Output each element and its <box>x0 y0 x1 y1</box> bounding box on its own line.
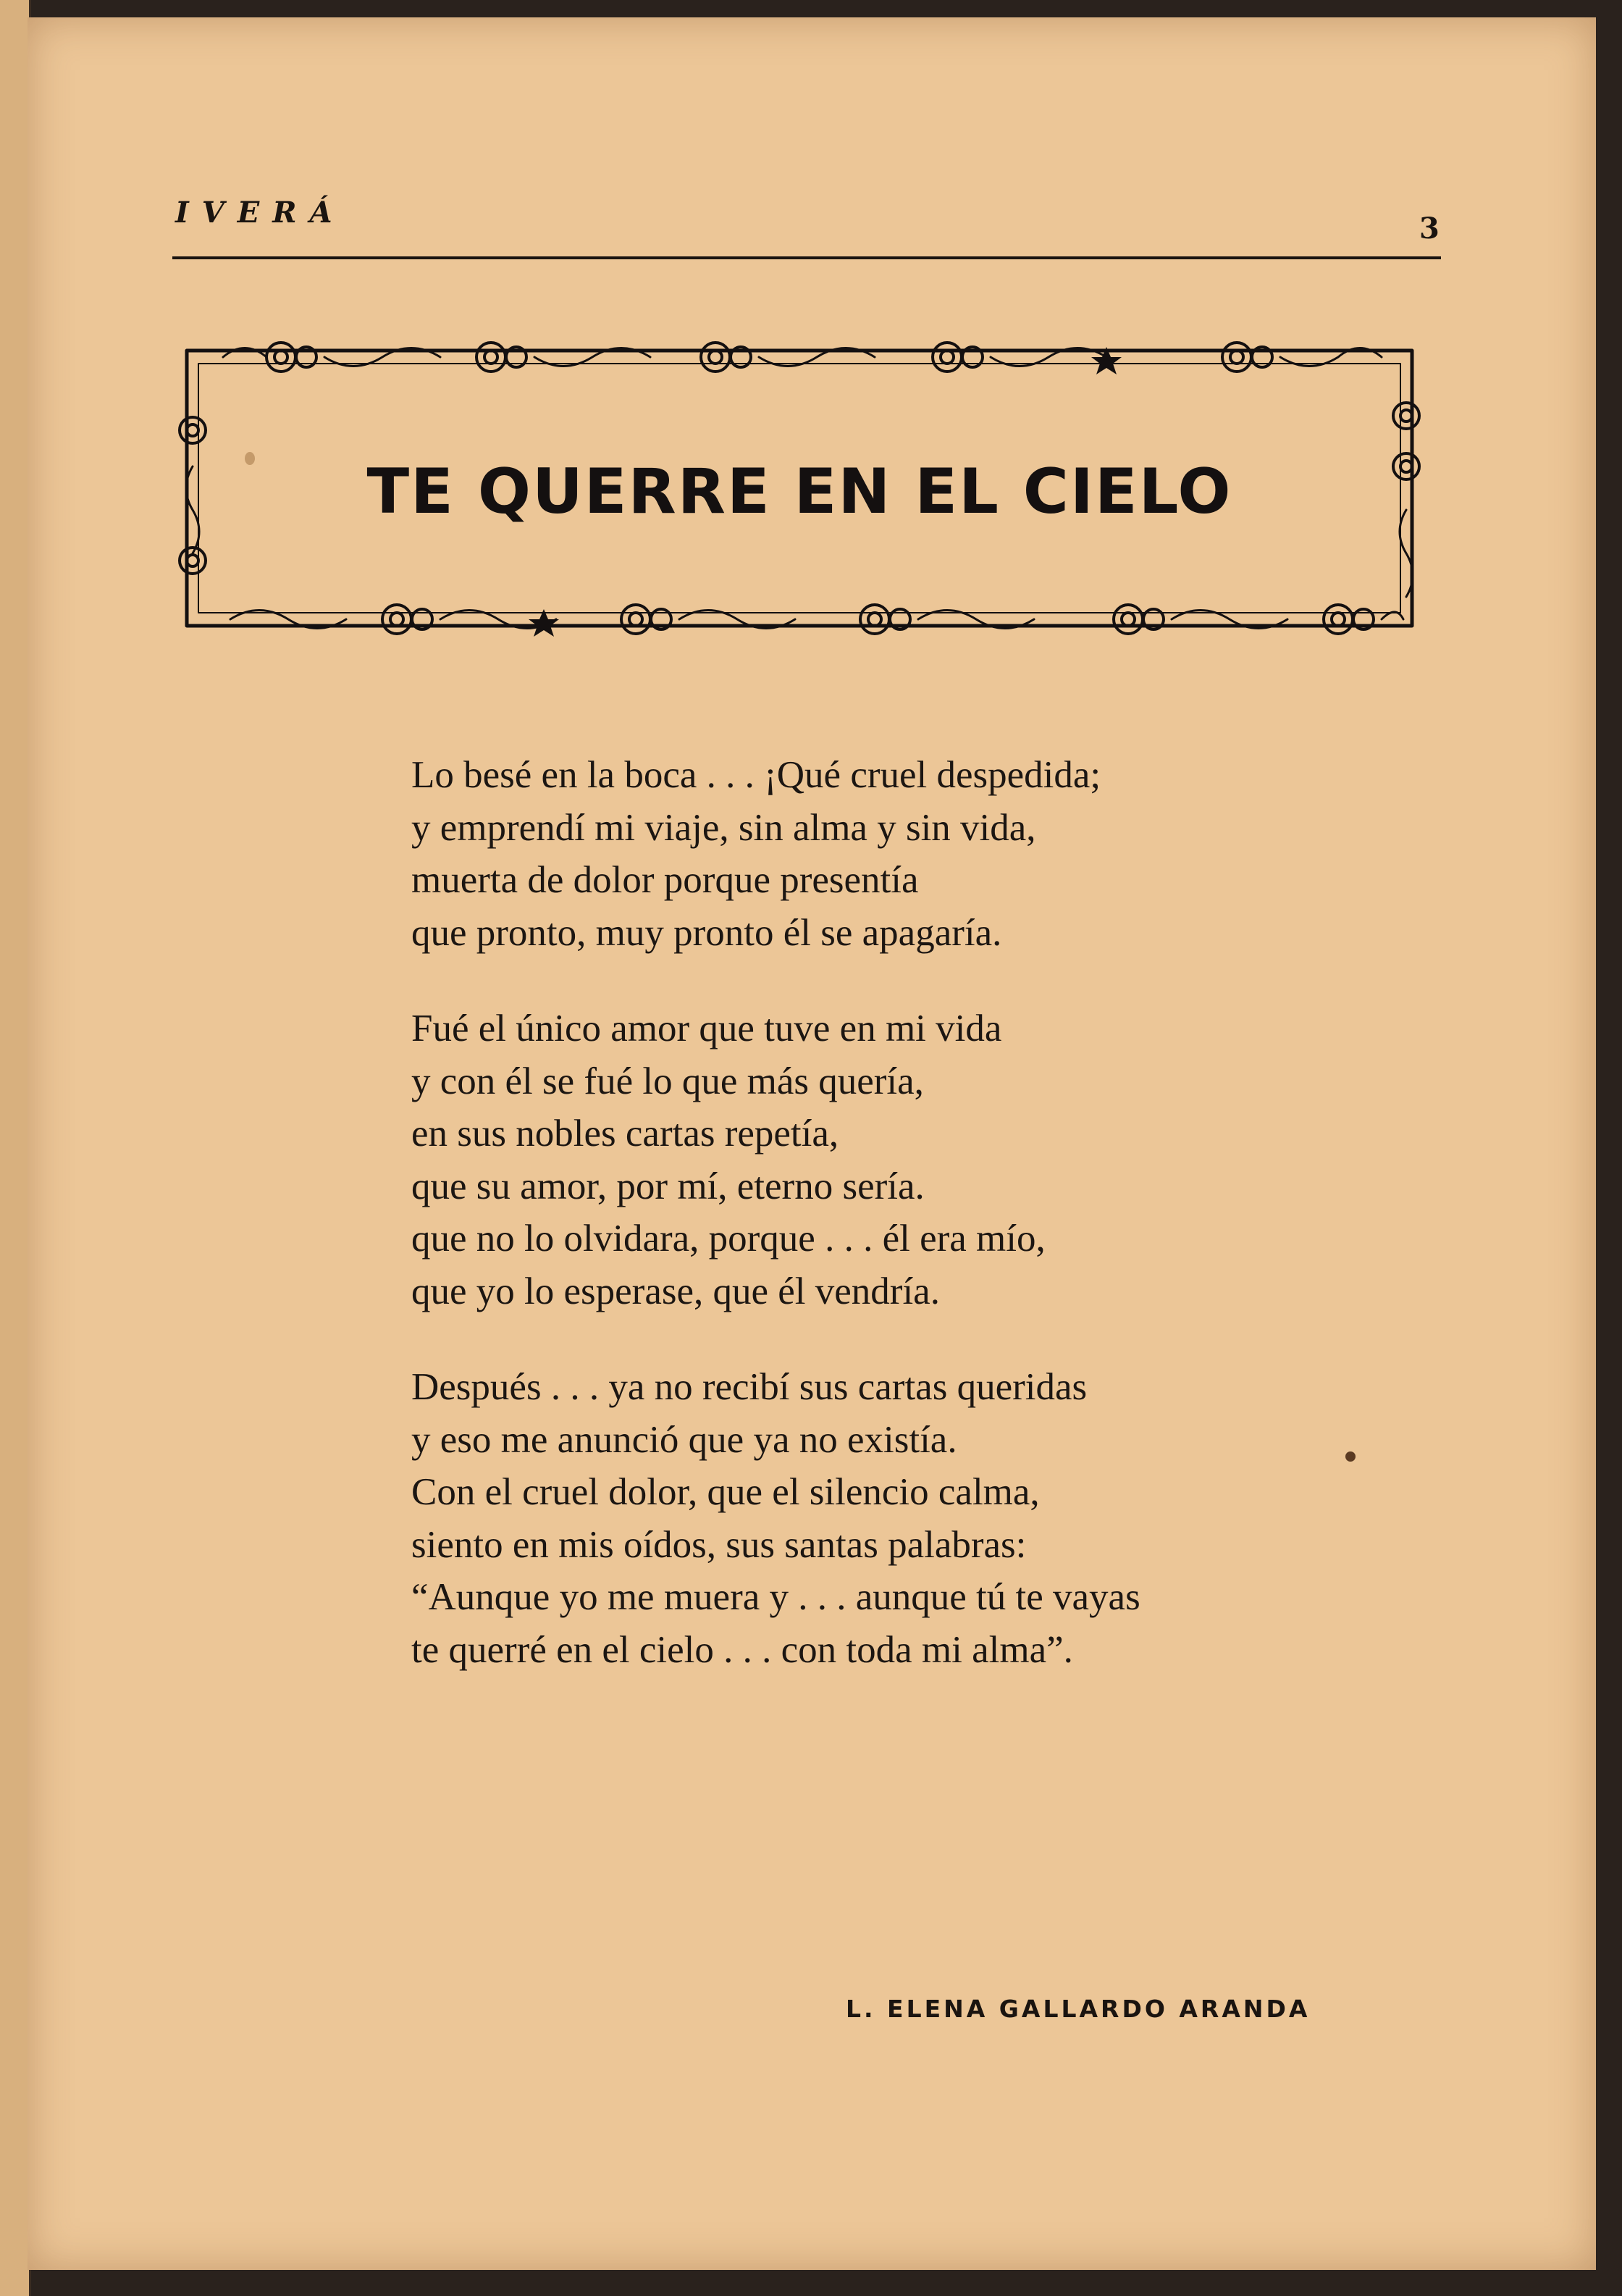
poem-line: siento en mis oídos, sus santas palabras: <box>411 1523 1027 1566</box>
poem-line: y con él se fué lo que más quería, <box>411 1060 924 1102</box>
poem-line: en sus nobles cartas repetía, <box>411 1113 839 1155</box>
page-number: 3 <box>1419 211 1440 246</box>
poem-line: que no lo olvidara, porque . . . él era mío, <box>411 1218 1046 1260</box>
poem-line: que su amor, por mí, eterno sería. <box>411 1165 925 1207</box>
poem-line: y eso me anunció que ya no existía. <box>411 1418 957 1461</box>
poem-line: Lo besé en la boca . . . ¡Qué cruel despedida; <box>411 754 1101 796</box>
stanza <box>411 1002 1425 1317</box>
running-head: IVERÁ <box>175 196 345 230</box>
poem-body <box>411 749 1425 1719</box>
poem-line: “Aunque yo me muera y . . . aunque tú te vayas <box>411 1576 1140 1618</box>
book-spine-edge <box>0 0 31 2296</box>
poem-line: Con el cruel dolor, que el silencio calma, <box>411 1471 1040 1513</box>
poem-line: que pronto, muy pronto él se apagaría. <box>411 911 1002 954</box>
poem-line: te querré en el cielo . . . con toda mi alma”. <box>411 1628 1073 1671</box>
poem-title: TE QUERRE EN EL CIELO <box>366 456 1232 528</box>
book-page <box>28 17 1596 2270</box>
author-signature: L. ELENA GALLARDO ARANDA <box>846 1995 1311 2023</box>
header-rule <box>172 256 1441 259</box>
stanza <box>411 749 1425 959</box>
ink-spot <box>1345 1451 1356 1462</box>
poem-line: que yo lo esperase, que él vendría. <box>411 1270 940 1312</box>
poem-line: Después . . . ya no recibí sus cartas queridas <box>411 1366 1088 1408</box>
poem-line: y emprendí mi viaje, sin alma y sin vida, <box>411 806 1036 849</box>
stanza <box>411 1361 1425 1676</box>
poem-line: muerta de dolor porque presentía <box>411 859 919 901</box>
poem-line: Fué el único amor que tuve en mi vida <box>411 1007 1002 1049</box>
ornamental-title-frame <box>165 322 1434 655</box>
